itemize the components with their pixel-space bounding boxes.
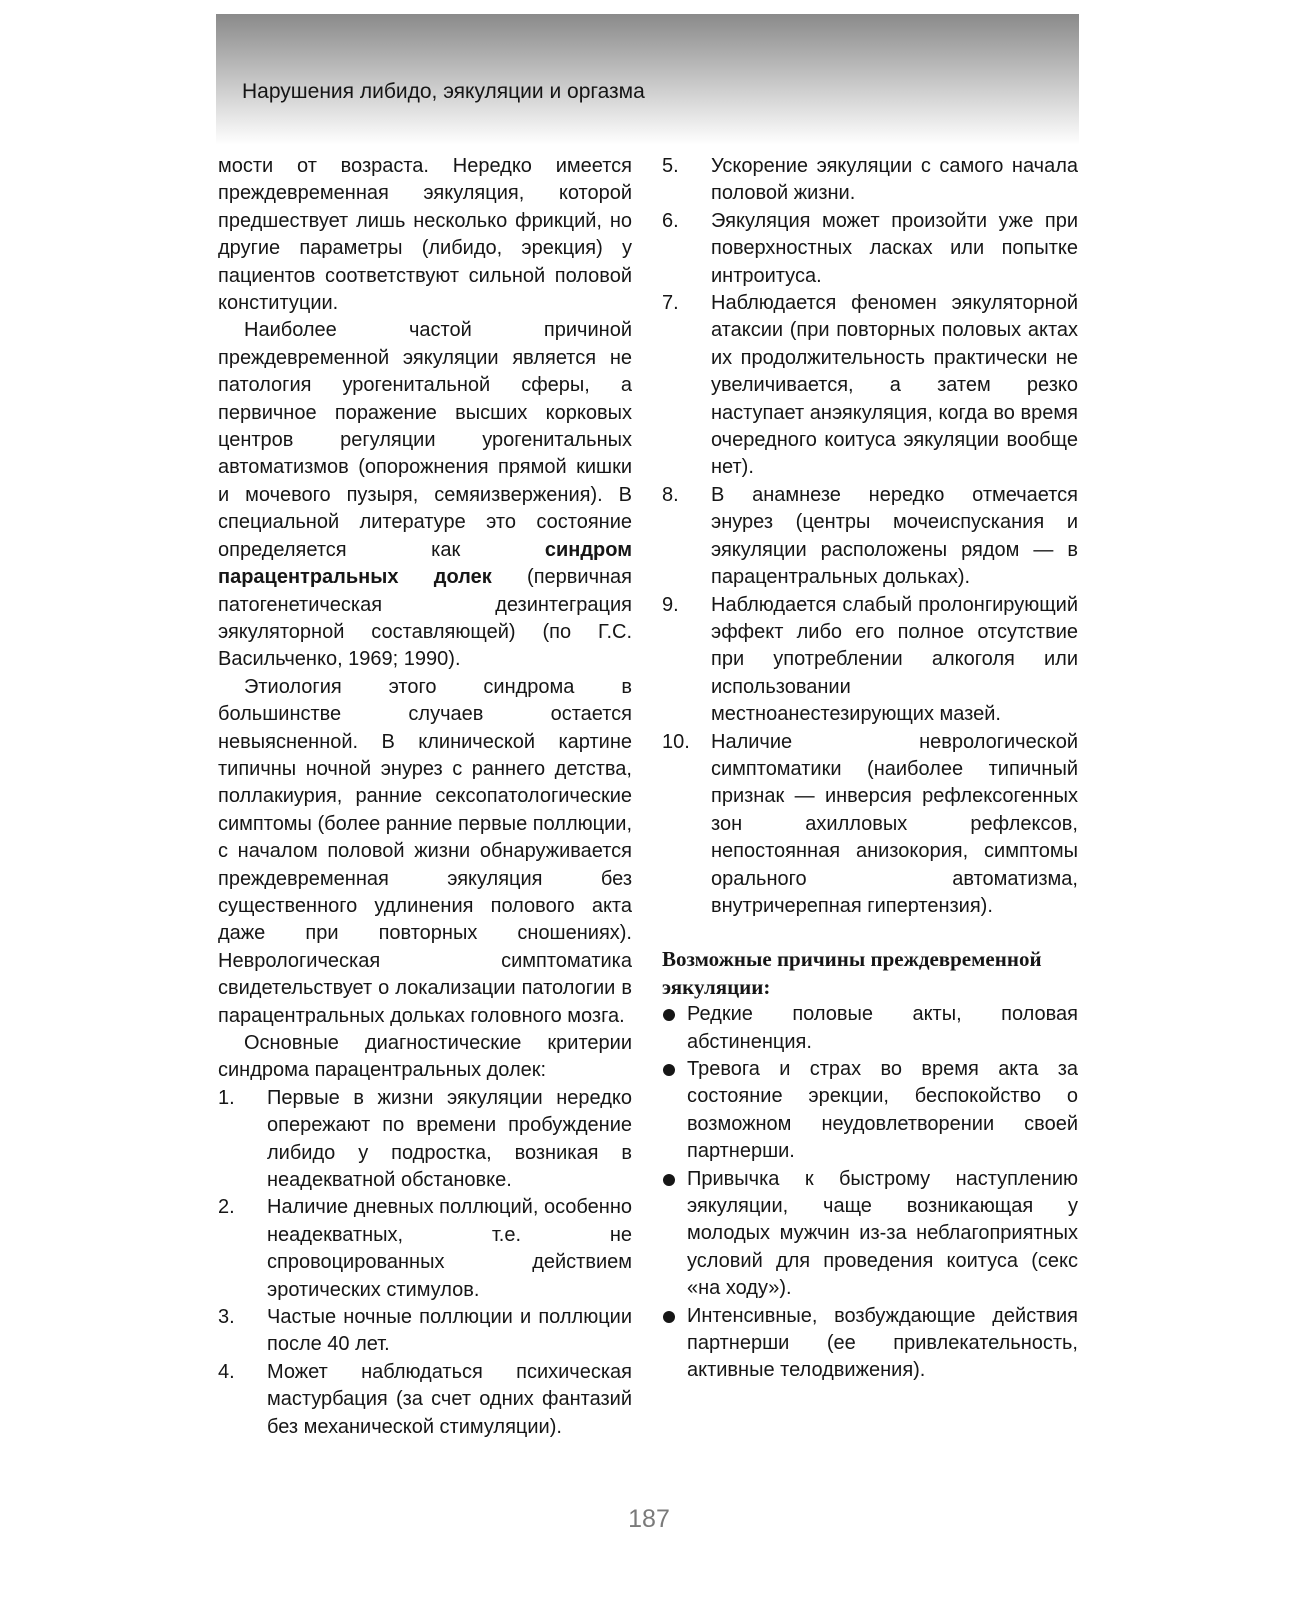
- list-number: 8.: [662, 483, 679, 506]
- list-number: 5.: [662, 155, 679, 177]
- list-text: Привычка к быстрому наступлению эякуляции, чаще возникающая у молодых мужчин из-за неблагоприятных условий для проведения коитуса (секс «на ходу»).: [687, 1167, 1078, 1300]
- list-item: [662, 482, 1078, 592]
- chapter-title: Нарушения либидо, эякуляции и оргазма: [242, 80, 645, 103]
- bullet-icon: [663, 1311, 675, 1323]
- criteria-list: [218, 1085, 632, 1441]
- list-number: 1.: [218, 1086, 235, 1109]
- bullet-icon: [663, 1174, 675, 1186]
- list-item: [218, 1194, 632, 1304]
- list-text: Тревога и страх во время акта за состояние эрекции, беспокойство о возможном неудовлетворении своей партнерши.: [687, 1058, 1078, 1163]
- list-item: [218, 1359, 632, 1441]
- causes-list: [662, 1001, 1078, 1385]
- list-text: Может наблюдаться психическая мастурбация (за счет одних фантазий без механической стимуляции).: [267, 1360, 632, 1438]
- list-text: Интенсивные, возбуждающие действия партнерши (ее привлекательность, активные телодвижения).: [687, 1304, 1078, 1382]
- list-text: Частые ночные поллюции и поллюции после 40 лет.: [267, 1306, 632, 1356]
- list-item: [662, 1001, 1078, 1056]
- list-number: 9.: [662, 593, 679, 616]
- list-text: Ускорение эякуляции с самого начала половой жизни.: [711, 155, 1078, 205]
- paragraph-etiology: Этиология этого синдрома в большинстве случаев остается невыясненной. В клинической картине типичны ночной энурез с раннего детства, поллакиурия, ранние сексопатологические симптомы (более ранние первые поллюции, с началом половой жизни обнаруживается преждевременная эякуляция без существенного удлинения полового акта даже при повторных сношениях). Неврологическая симптоматика свидетельствует о локализации патологии в парацентральных дольках головного мозга.: [218, 675, 632, 1027]
- list-text: Наличие неврологической симптоматики (наиболее типичный признак — инверсия рефлексогенных зон ахилловых рефлексов, непостоянная анизокория, симптомы орального автоматизма, внутричерепная гипертензия).: [711, 730, 1078, 917]
- list-item: [662, 592, 1078, 729]
- list-item: [662, 208, 1078, 290]
- list-number: 2.: [218, 1196, 235, 1219]
- list-item: [662, 1166, 1078, 1303]
- list-text: Наличие дневных поллюций, особенно неадекватных, т.е. не спровоцированных действием эротических стимулов.: [267, 1196, 632, 1301]
- list-item: [218, 1304, 632, 1359]
- left-column: [218, 153, 632, 1441]
- list-text: Первые в жизни эякуляции нередко опережают по времени пробуждение либидо у подростка, возникая в неадекватной обстановке.: [267, 1086, 632, 1192]
- list-number: 3.: [218, 1306, 235, 1329]
- list-item: [662, 153, 1078, 208]
- syndrome-term: синдром парацентральных долек: [218, 538, 632, 589]
- list-text: В анамнезе нередко отмечается энурез (центры мочеиспускания и эякуляции расположены рядом — в парацентральных дольках).: [711, 483, 1078, 589]
- list-item: [662, 729, 1078, 921]
- list-number: 4.: [218, 1360, 235, 1383]
- list-text: Эякуляция может произойти уже при поверхностных ласках или попытке интроитуса.: [711, 209, 1078, 287]
- list-item: [662, 290, 1078, 482]
- paragraph-criteria-intro: Основные диагностические критерии синдрома парацентральных долек:: [218, 1032, 632, 1082]
- list-text: Редкие половые акты, половая абстиненция.: [687, 1003, 1078, 1053]
- paragraph-main-cause: [218, 317, 632, 673]
- list-number: 6.: [662, 209, 679, 232]
- paragraph-text: (первичная патогенетическая дезинтеграция эякуляторной составляющей) (по Г.С. Васильченко, 1969; 1990).: [218, 566, 632, 671]
- bullet-icon: [663, 1064, 675, 1076]
- list-item: [662, 1303, 1078, 1385]
- chapter-header: [216, 14, 1079, 145]
- list-item: [662, 1056, 1078, 1166]
- paragraph-text: Наиболее частой причиной преждевременной эякуляции является не патология урогенитальной сферы, а первичное поражение высших корковых центров регуляции урогенитальных автоматизмов (опорожнения прямой кишки и мочевого пузыря, семяизвержения). В специальной литературе это состояние определяется как: [218, 319, 632, 561]
- bullet-icon: [663, 1009, 675, 1021]
- list-number: 10.: [662, 730, 690, 753]
- page-number: 187: [628, 1505, 670, 1533]
- right-column: [662, 153, 1078, 1385]
- causes-heading: Возможные причины преждевременной эякуляции:: [662, 947, 1042, 999]
- list-text: Наблюдается феномен эякуляторной атаксии (при повторных половых актах их продолжительность практически не увеличивается, а затем резко наступает анэякуляция, когда во время очередного коитуса эякуляции вообще нет).: [711, 292, 1078, 479]
- criteria-list-continued: [662, 153, 1078, 920]
- list-item: [218, 1085, 632, 1195]
- list-text: Наблюдается слабый пролонгирующий эффект либо его полное отсутствие при употреблении алкоголя или использовании местноанестезирующих мазей.: [711, 593, 1078, 726]
- paragraph-continued: мости от возраста. Нередко имеется преждевременная эякуляция, которой предшествует лишь несколько фрикций, но другие параметры (либидо, эрекция) у пациентов соответствуют сильной половой конституции.: [218, 155, 632, 315]
- list-number: 7.: [662, 292, 679, 315]
